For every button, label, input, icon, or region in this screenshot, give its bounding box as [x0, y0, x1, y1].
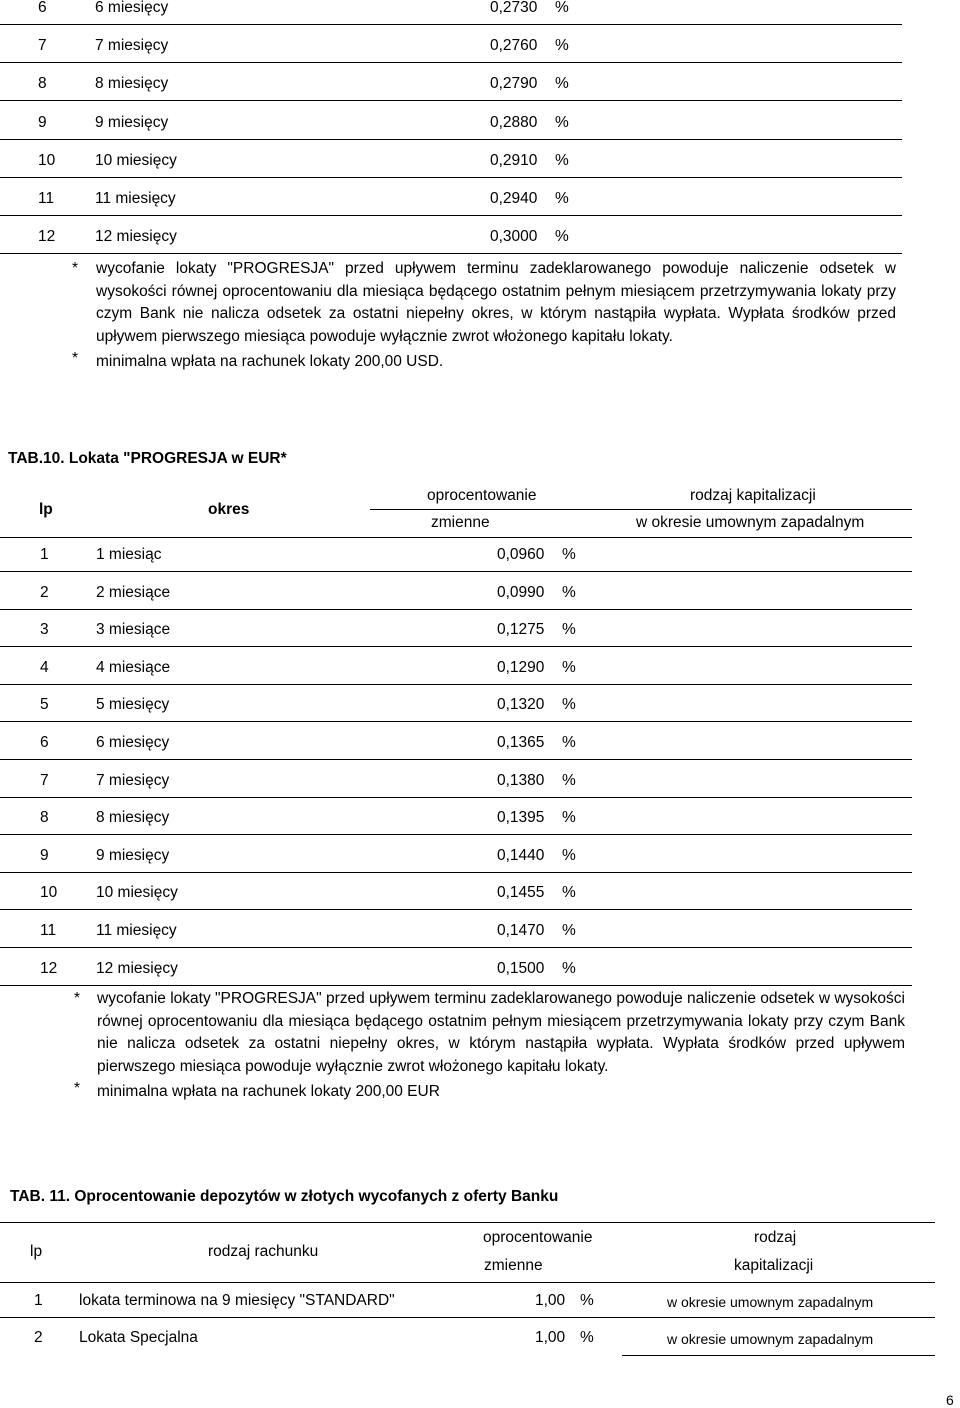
okres-cell: 11 miesięcy — [96, 922, 177, 939]
row-divider — [0, 253, 902, 254]
unit-cell: % — [562, 922, 576, 939]
unit-cell: % — [562, 846, 576, 864]
okres-cell: 12 miesięcy — [96, 959, 178, 977]
okres-cell: 9 miesięcy — [95, 113, 169, 131]
rate-cell: 1,00 — [535, 1329, 566, 1346]
unit-cell: % — [562, 696, 576, 714]
row-divider — [0, 909, 912, 910]
header-rodzaj-rachunku: rodzaj rachunku — [208, 1243, 319, 1260]
row-divider — [0, 947, 912, 948]
rate-cell: 0,1395 — [497, 809, 545, 827]
usd-note-star: * — [72, 260, 79, 277]
usd-min-star: * — [72, 350, 79, 367]
unit-cell: % — [555, 190, 569, 207]
row-divider — [0, 834, 912, 835]
row-divider — [0, 872, 912, 873]
rate-cell: 0,3000 — [490, 228, 538, 246]
lp-cell: 3 — [40, 621, 49, 639]
rate-cell: 0,1470 — [497, 922, 545, 939]
okres-cell: 2 miesiące — [96, 583, 171, 601]
lp-cell: 10 — [40, 884, 58, 902]
table-row — [0, 883, 960, 921]
header-top-rule — [0, 1222, 935, 1223]
rate-cell: 0,0990 — [497, 583, 545, 601]
rate-cell: 0,1275 — [497, 621, 545, 639]
table-row — [0, 1328, 960, 1366]
okres-cell: 10 miesięcy — [95, 151, 177, 169]
unit-cell: % — [562, 884, 576, 902]
capitalization-cell: w okresie umownym zapadalnym — [667, 1294, 874, 1310]
unit-cell: % — [555, 151, 569, 169]
lp-cell: 9 — [40, 846, 49, 864]
header-divider-short — [370, 509, 912, 510]
lp-cell: 9 — [38, 113, 47, 131]
table-row — [0, 36, 960, 74]
rate-cell: 0,2760 — [490, 37, 538, 55]
unit-cell: % — [555, 0, 569, 16]
row-divider — [0, 100, 902, 101]
header-divider — [0, 537, 912, 538]
row-divider — [0, 1317, 935, 1318]
okres-cell: 9 miesięcy — [96, 846, 170, 864]
lp-cell: 1 — [34, 1292, 43, 1309]
rate-cell: 0,1455 — [497, 884, 545, 902]
lp-cell: 6 — [40, 734, 49, 751]
lp-cell: 8 — [40, 809, 49, 827]
account-name-cell: lokata terminowa na 9 miesięcy "STANDARD" — [79, 1292, 395, 1309]
row-divider — [0, 609, 912, 610]
rate-cell: 0,0960 — [497, 546, 545, 563]
table-row — [0, 695, 960, 733]
usd-minimum-deposit-note: minimalna wpłata na rachunek lokaty 200,00 USD. — [96, 353, 444, 370]
row-divider — [0, 139, 902, 140]
unit-cell: % — [555, 37, 569, 55]
header-rodzaj: rodzaj — [754, 1229, 797, 1246]
lp-cell: 7 — [40, 771, 49, 789]
lp-cell: 2 — [34, 1329, 43, 1346]
header-okres: okres — [208, 501, 250, 518]
okres-cell: 10 miesięcy — [96, 884, 178, 902]
rate-cell: 0,2910 — [490, 151, 538, 169]
table-row — [0, 583, 960, 621]
table-row — [0, 921, 960, 959]
lp-cell: 12 — [38, 228, 56, 246]
lp-cell: 12 — [40, 959, 58, 977]
unit-cell: % — [580, 1329, 594, 1346]
unit-cell: % — [555, 228, 569, 246]
lp-cell: 4 — [40, 658, 49, 676]
rate-cell: 1,00 — [535, 1292, 566, 1309]
pln-table-title: TAB. 11. Oprocentowanie depozytów w złotych wycofanych z oferty Banku — [10, 1188, 559, 1205]
rate-cell: 0,2940 — [490, 190, 538, 207]
header-zmienne: zmienne — [431, 514, 490, 531]
okres-cell: 6 miesięcy — [96, 734, 170, 751]
unit-cell: % — [562, 658, 576, 676]
lp-cell: 2 — [40, 583, 49, 601]
header-oprocentowanie: oprocentowanie — [483, 1229, 593, 1246]
table-row — [0, 846, 960, 884]
unit-cell: % — [555, 113, 569, 131]
page-number: 6 — [946, 1392, 954, 1408]
row-divider — [0, 797, 912, 798]
okres-cell: 1 miesiąc — [96, 546, 162, 563]
account-name-cell: Lokata Specjalna — [79, 1329, 198, 1346]
unit-cell: % — [562, 809, 576, 827]
capitalization-cell: w okresie umownym zapadalnym — [667, 1331, 874, 1347]
table-row — [0, 771, 960, 809]
eur-withdrawal-note: wycofanie lokaty "PROGRESJA" przed upływem terminu zadeklarowanego powoduje naliczenie odsetek w wysokości równej oprocentowaniu dla miesiąca będącego ostatnim pełnym miesiącem przetrzymywania lokaty przy czym Bank nie nalicza odsetek za ostatni niepełny okres, w którym nastąpiła wypłata. Wypłata środków przed upływem pierwszego miesiąca powoduje wyłącznie zwrot włożonego kapitału lokaty. — [97, 990, 905, 1075]
header-oprocentowanie: oprocentowanie — [427, 487, 537, 504]
okres-cell: 3 miesiące — [96, 621, 171, 639]
table-row — [0, 733, 960, 771]
table-row — [0, 808, 960, 846]
okres-cell: 8 miesięcy — [96, 809, 170, 827]
table-row — [0, 620, 960, 658]
row-divider — [0, 24, 902, 25]
okres-cell: 8 miesięcy — [95, 75, 169, 93]
row-divider — [0, 571, 912, 572]
header-lp: lp — [39, 501, 53, 518]
header-lp: lp — [30, 1243, 43, 1260]
lp-cell: 6 — [38, 0, 47, 16]
lp-cell: 10 — [38, 151, 56, 169]
table-row — [0, 1291, 960, 1329]
okres-cell: 7 miesięcy — [96, 771, 170, 789]
table-row — [0, 151, 960, 189]
eur-table-title: TAB.10. Lokata "PROGRESJA w EUR* — [8, 450, 287, 467]
header-rodzaj-kapitalizacji: rodzaj kapitalizacji — [690, 487, 816, 504]
table-row — [0, 189, 960, 227]
eur-minimum-deposit-note: minimalna wpłata na rachunek lokaty 200,00 EUR — [97, 1083, 440, 1100]
row-divider — [622, 1355, 935, 1356]
unit-cell: % — [562, 734, 576, 751]
row-divider — [0, 985, 912, 986]
okres-cell: 12 miesięcy — [95, 228, 177, 246]
table-row — [0, 0, 960, 36]
rate-cell: 0,2790 — [490, 75, 538, 93]
rate-cell: 0,1365 — [497, 734, 545, 751]
row-divider — [0, 646, 912, 647]
unit-cell: % — [562, 583, 576, 601]
unit-cell: % — [562, 621, 576, 639]
okres-cell: 11 miesięcy — [95, 190, 176, 207]
rate-cell: 0,1440 — [497, 846, 545, 864]
eur-min-star: * — [74, 1080, 81, 1097]
lp-cell: 8 — [38, 75, 47, 93]
okres-cell: 4 miesiące — [96, 658, 171, 676]
usd-withdrawal-note: wycofanie lokaty "PROGRESJA" przed upływem terminu zadeklarowanego powoduje naliczenie odsetek w wysokości równej oprocentowaniu dla miesiąca będącego ostatnim pełnym miesiącem przetrzymywania lokaty przy czym Bank nie nalicza odsetek za ostatni niepełny okres, w którym nastąpiła wypłata. Wypłata środków przed upływem pierwszego miesiąca powoduje wyłącznie zwrot włożonego kapitału lokaty. — [96, 260, 896, 345]
unit-cell: % — [562, 546, 576, 563]
okres-cell: 7 miesięcy — [95, 37, 169, 55]
header-w-okresie: w okresie umownym zapadalnym — [636, 514, 865, 531]
rate-cell: 0,1290 — [497, 658, 545, 676]
eur-note-star: * — [74, 990, 81, 1007]
rate-cell: 0,1320 — [497, 696, 545, 714]
lp-cell: 5 — [40, 696, 49, 714]
rate-cell: 0,1500 — [497, 959, 545, 977]
table-row — [0, 545, 960, 583]
header-kapitalizacji: kapitalizacji — [734, 1257, 814, 1274]
lp-cell: 1 — [40, 546, 49, 563]
lp-cell: 7 — [38, 37, 47, 55]
unit-cell: % — [555, 75, 569, 93]
row-divider — [0, 177, 902, 178]
okres-cell: 6 miesięcy — [95, 0, 169, 16]
okres-cell: 5 miesięcy — [96, 696, 170, 714]
row-divider — [0, 215, 902, 216]
row-divider — [0, 759, 912, 760]
row-divider — [0, 721, 912, 722]
lp-cell: 11 — [38, 190, 55, 207]
header-divider — [0, 1282, 935, 1283]
rate-cell: 0,2880 — [490, 113, 538, 131]
row-divider — [0, 684, 912, 685]
unit-cell: % — [562, 771, 576, 789]
unit-cell: % — [562, 959, 576, 977]
row-divider — [0, 62, 902, 63]
table-row — [0, 74, 960, 112]
rate-cell: 0,2730 — [490, 0, 538, 16]
unit-cell: % — [580, 1292, 594, 1309]
table-row — [0, 113, 960, 151]
lp-cell: 11 — [40, 922, 57, 939]
rate-cell: 0,1380 — [497, 771, 545, 789]
table-row — [0, 658, 960, 696]
header-zmienne: zmienne — [484, 1257, 543, 1274]
